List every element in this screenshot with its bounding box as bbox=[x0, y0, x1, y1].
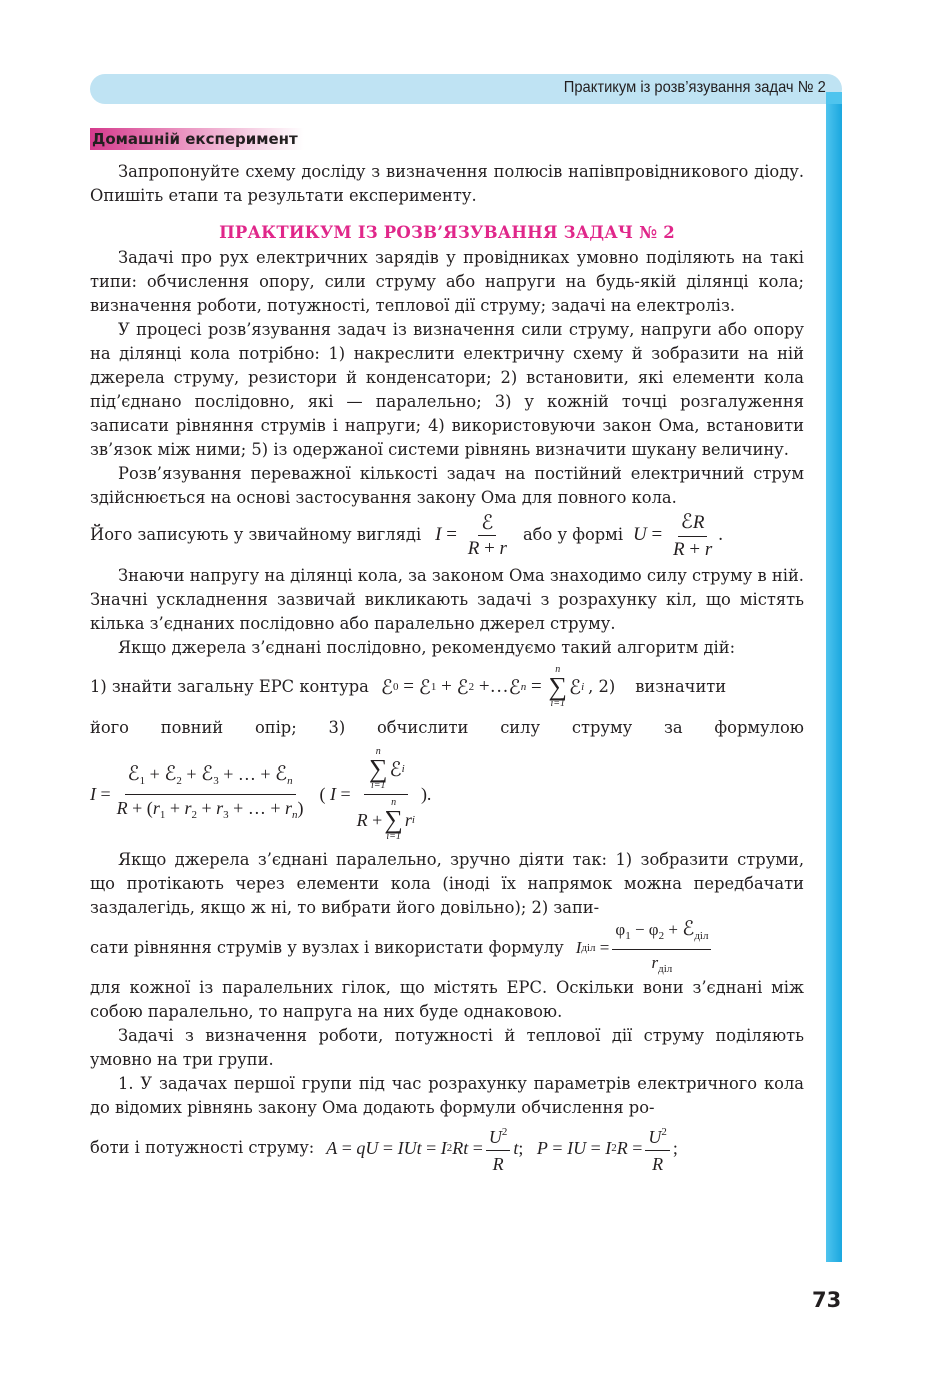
side-accent-bar bbox=[826, 104, 842, 1262]
home-experiment-tag: Домашній експеримент bbox=[90, 128, 304, 150]
work-power-formula: A = qU = IUt = I 2 Rt = $\frac{U^2}{R}$ t ; P = IU = I 2 R = $\frac{U^2}{R}$ ; bbox=[326, 1121, 678, 1175]
emf-line-text-b: , 2) bbox=[588, 677, 616, 696]
ohm-formula-line bbox=[90, 508, 804, 560]
paragraph-first-group: 1. У задачах першої групи під час розрахунку параметрів електричного кола до відомих рівнянь закону Ома додають формули обчислення ро- bbox=[90, 1074, 804, 1117]
word: струму bbox=[571, 718, 633, 737]
word: силу bbox=[500, 718, 541, 737]
word: його bbox=[90, 718, 129, 737]
paragraph-work-groups: Задачі з визначення роботи, потужності й теплової дії струму поділяють умовно на три групи. bbox=[90, 1026, 804, 1069]
ohm-formula-1: I = $\frac{\text{ℰ}}{R + r}$ bbox=[435, 509, 507, 559]
word: за bbox=[664, 718, 683, 737]
paragraph-procedure: У процесі розв’язування задач із визначення сили струму, напруги або опору на ділянці кола потрібно: 1) накреслити електричну схему й зобразити на ній джерела струму, резистори й конденсатори; 2) встановити, які елементи кола під’єднано послідовно, які — паралельно; 3) у кожній точці розгалуження записати рівняння струмів і напруги; 4) використовуючи закон Ома, встановити зв’язок між ними; 5) із одержаної системи рівнянь визначити шукану величину. bbox=[90, 320, 804, 459]
total-emf-formula: ℰ 0 = ℰ 1 + ℰ 2 +… ℰ n = n ∑ i=1 ℰ i bbox=[380, 664, 585, 709]
paragraph-parallel: Якщо джерела з’єднані паралельно, зручно діяти так: 1) зобразити струми, що протікають через елементи кола (іноді їх напрямок можна передбачати заздалегідь, якщо ж ні, то вибрати його довільно); 2) запи- bbox=[90, 850, 804, 917]
series-current-formula: I = $\frac{ℰ_1 + ℰ_2 + ℰ_3 + \dots + ℰ_n}{R + (r_1 + r_2 + r_3 + \dots + r_n)}$ ( I = n ∑ i=1 ℰ i R + n ∑ i=1 r i ). bbox=[90, 745, 432, 842]
running-header bbox=[90, 74, 842, 104]
home-experiment-text: Запропонуйте схему досліду з визначення полюсів напівпровідникового діоду. Опишіть етапи та результати експерименту. bbox=[90, 162, 804, 205]
total-emf-line bbox=[90, 662, 804, 712]
paragraph-ohm-law: Розв’язування переважної кількості задач на постійний електричний струм здійснюється на основі застосування закону Ома для повного кола. bbox=[90, 464, 804, 507]
paragraph-parallel-rest: для кожної із паралельних гілок, що містять ЕРС. Оскільки вони з’єднані між собою паралельно, то напруга на них буде однаковою. bbox=[90, 978, 804, 1021]
parallel-line-text: сати рівняння струмів у вузлах і використати формулу bbox=[90, 938, 564, 957]
running-header-title: Практикум із розв’язування задач № 2 bbox=[564, 79, 826, 96]
paragraph-types: Задачі про рух електричних зарядів у провідниках умовно поділяють на такі типи: обчислення опору, сили струму або напруги на будь-якій ділянці кола; визначення роботи, потужності, теплової дії струму; задачі на електроліз. bbox=[90, 248, 804, 315]
paragraph-voltage: Знаючи напругу на ділянці кола, за законом Ома знаходимо силу струму в ній. Значні ускладнення зазвичай викликають задачі з розрахунку кіл, що містять кілька з’єднаних послідовно або паралельно джерел струму. bbox=[90, 566, 804, 633]
resistance-line bbox=[90, 716, 804, 740]
page-number: 73 bbox=[812, 1288, 842, 1312]
word: повний bbox=[160, 718, 224, 737]
word: 3) bbox=[328, 718, 346, 737]
word: опір; bbox=[254, 718, 297, 737]
ohm-line-text-b: або у формі bbox=[522, 525, 624, 544]
work-power-formula-line bbox=[90, 1120, 804, 1176]
series-current-formula-line bbox=[90, 744, 804, 844]
ohm-line-text-a: Його записують у звичайному вигляді bbox=[90, 525, 422, 544]
emf-line-text-c: визначити bbox=[635, 677, 727, 696]
emf-line-text-a: 1) знайти загальну ЕРС контура bbox=[90, 677, 369, 696]
work-line-text: боти і потужності струму: bbox=[90, 1138, 315, 1157]
word: формулою bbox=[714, 718, 804, 737]
word: обчислити bbox=[377, 718, 469, 737]
parallel-formula-line bbox=[90, 915, 804, 976]
paragraph-series-intro: Якщо джерела з’єднані послідовно, рекомендуємо такий алгоритм дій: bbox=[118, 638, 736, 657]
parallel-current-formula: I діл = $\frac{\varphi_1 - \varphi_2 + ℰ_{діл}}{r_{діл}}$ bbox=[576, 917, 715, 980]
page-content bbox=[90, 160, 804, 1176]
section-title: ПРАКТИКУМ ІЗ РОЗВ’ЯЗУВАННЯ ЗАДАЧ № 2 bbox=[219, 223, 675, 242]
ohm-formula-2: U = $\frac{\text{ℰR}}{R + r}$ . bbox=[633, 508, 723, 560]
